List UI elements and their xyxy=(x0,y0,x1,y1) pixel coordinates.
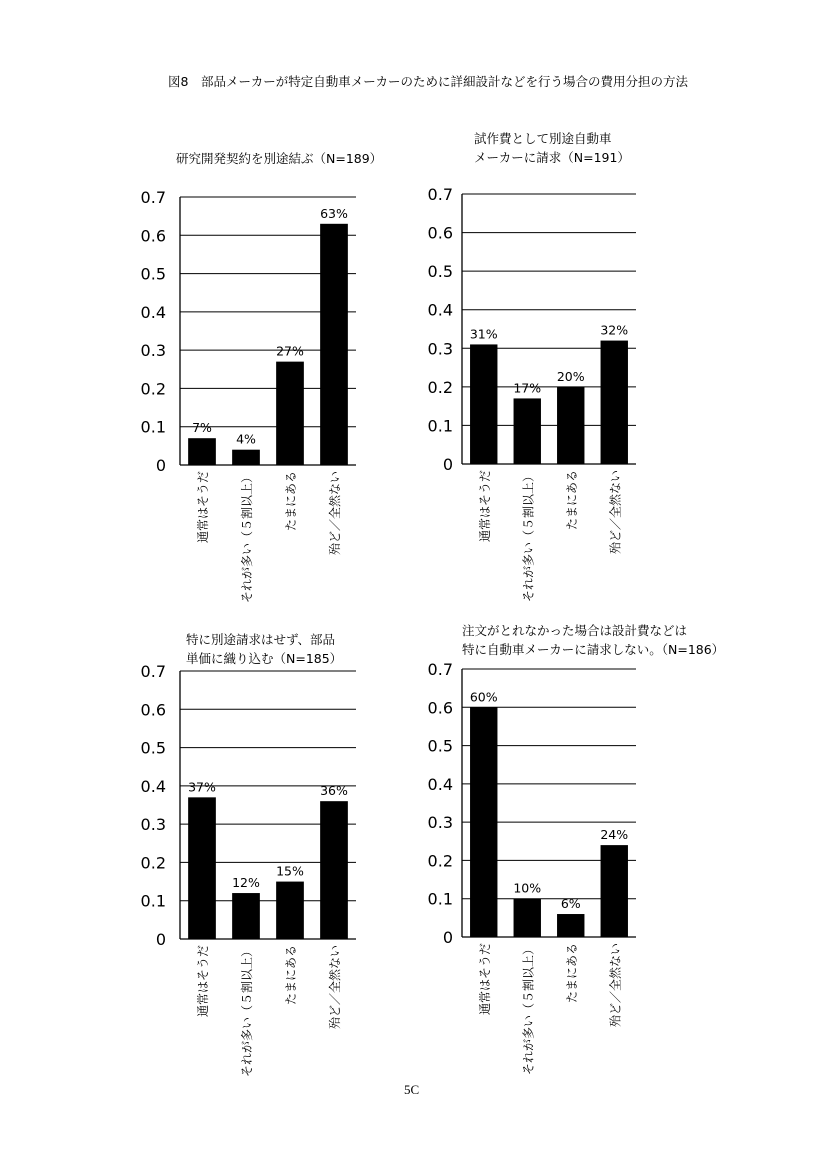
category-label: それが多い（５割以上） xyxy=(521,943,536,1076)
category-label: たまにある xyxy=(564,470,579,531)
y-tick-label: 0 xyxy=(442,455,453,474)
chart-1-title-line-1: 研究開発契約を別途結ぶ（N=189） xyxy=(176,151,383,166)
y-tick-label: 0.1 xyxy=(140,417,166,437)
category-label: 殆ど／全然ない xyxy=(328,945,342,1030)
figure-title: 図8 部品メーカーが特定自動車メーカーのために詳細設計などを行う場合の費用分担の方法 xyxy=(168,74,688,89)
y-tick-label: 0.3 xyxy=(140,341,166,361)
y-tick-label: 0.1 xyxy=(427,889,453,909)
bar xyxy=(514,899,541,937)
y-tick-label: 0.7 xyxy=(140,188,166,207)
chart-2-title-line-1: 試作費として別途自動車 xyxy=(474,131,612,146)
category-label: 殆ど／全然ない xyxy=(328,471,342,556)
y-tick-label: 0 xyxy=(155,930,166,949)
y-tick-label: 0.4 xyxy=(427,300,453,320)
data-label: 7% xyxy=(192,420,212,436)
y-tick-label: 0.7 xyxy=(140,662,166,681)
category-label: それが多い（５割以上） xyxy=(240,471,254,604)
y-tick-label: 0.4 xyxy=(140,302,166,322)
category-label: それが多い（５割以上） xyxy=(521,470,536,603)
y-tick-label: 0.5 xyxy=(427,736,453,756)
category-label: 通常はそうだ xyxy=(477,470,492,543)
y-tick-label: 0.5 xyxy=(140,264,166,284)
y-tick-label: 0.7 xyxy=(427,185,453,204)
category-label: 通常はそうだ xyxy=(196,471,210,544)
y-tick-label: 0.1 xyxy=(427,416,453,436)
y-tick-label: 0.6 xyxy=(427,698,453,718)
data-label: 17% xyxy=(513,380,542,396)
category-label: 通常はそうだ xyxy=(477,943,492,1016)
data-label: 4% xyxy=(236,431,256,447)
y-tick-label: 0.6 xyxy=(140,700,166,720)
chart-4-title-line-1: 注文がとれなかった場合は設計費などは xyxy=(462,623,688,638)
chart-3-title-line-2: 単価に織り込む（N=185） xyxy=(186,651,343,666)
page-number: 5C xyxy=(404,1082,420,1097)
data-label: 24% xyxy=(600,827,629,843)
data-label: 12% xyxy=(232,875,260,891)
data-label: 60% xyxy=(469,689,498,705)
chart-4-title-line-2: 特に自動車メーカーに請求しない。（N=186） xyxy=(462,642,725,657)
bar xyxy=(470,707,497,937)
category-label: 通常はそうだ xyxy=(196,945,210,1018)
bar xyxy=(557,914,584,937)
bar xyxy=(601,845,628,937)
data-label: 15% xyxy=(276,863,304,879)
category-label: たまにある xyxy=(284,945,298,1006)
y-tick-label: 0.2 xyxy=(427,377,453,397)
y-tick-label: 0.2 xyxy=(427,851,453,871)
y-tick-label: 0.4 xyxy=(140,776,166,796)
data-label: 6% xyxy=(560,896,581,912)
y-tick-label: 0.3 xyxy=(427,813,453,833)
y-tick-label: 0.3 xyxy=(140,815,166,835)
category-label: たまにある xyxy=(284,471,298,532)
y-tick-label: 0 xyxy=(155,456,166,475)
chart-3-title-line-1: 特に別途請求はせず、部品 xyxy=(186,632,336,647)
y-tick-label: 0.4 xyxy=(427,774,453,794)
category-label: 殆ど／全然ない xyxy=(608,943,623,1028)
category-label: 殆ど／全然ない xyxy=(608,470,623,555)
data-label: 10% xyxy=(513,880,542,896)
y-tick-label: 0.2 xyxy=(140,379,166,399)
data-label: 27% xyxy=(276,343,304,359)
data-label: 20% xyxy=(556,368,585,384)
data-label: 63% xyxy=(320,205,348,221)
y-tick-label: 0.6 xyxy=(140,226,166,246)
y-tick-label: 0.6 xyxy=(427,223,453,243)
y-tick-label: 0.1 xyxy=(140,891,166,911)
y-tick-label: 0 xyxy=(442,928,453,947)
y-tick-label: 0.5 xyxy=(140,738,166,758)
y-tick-label: 0.7 xyxy=(427,660,453,679)
data-label: 36% xyxy=(320,783,348,799)
y-tick-label: 0.5 xyxy=(427,262,453,282)
data-label: 37% xyxy=(188,779,216,795)
chart-2-title-line-2: メーカーに請求（N=191） xyxy=(474,150,630,165)
y-tick-label: 0.3 xyxy=(427,339,453,359)
y-tick-label: 0.2 xyxy=(140,853,166,873)
category-label: それが多い（５割以上） xyxy=(240,945,254,1078)
category-label: たまにある xyxy=(564,943,579,1004)
data-label: 31% xyxy=(469,326,498,342)
data-label: 32% xyxy=(600,322,629,338)
